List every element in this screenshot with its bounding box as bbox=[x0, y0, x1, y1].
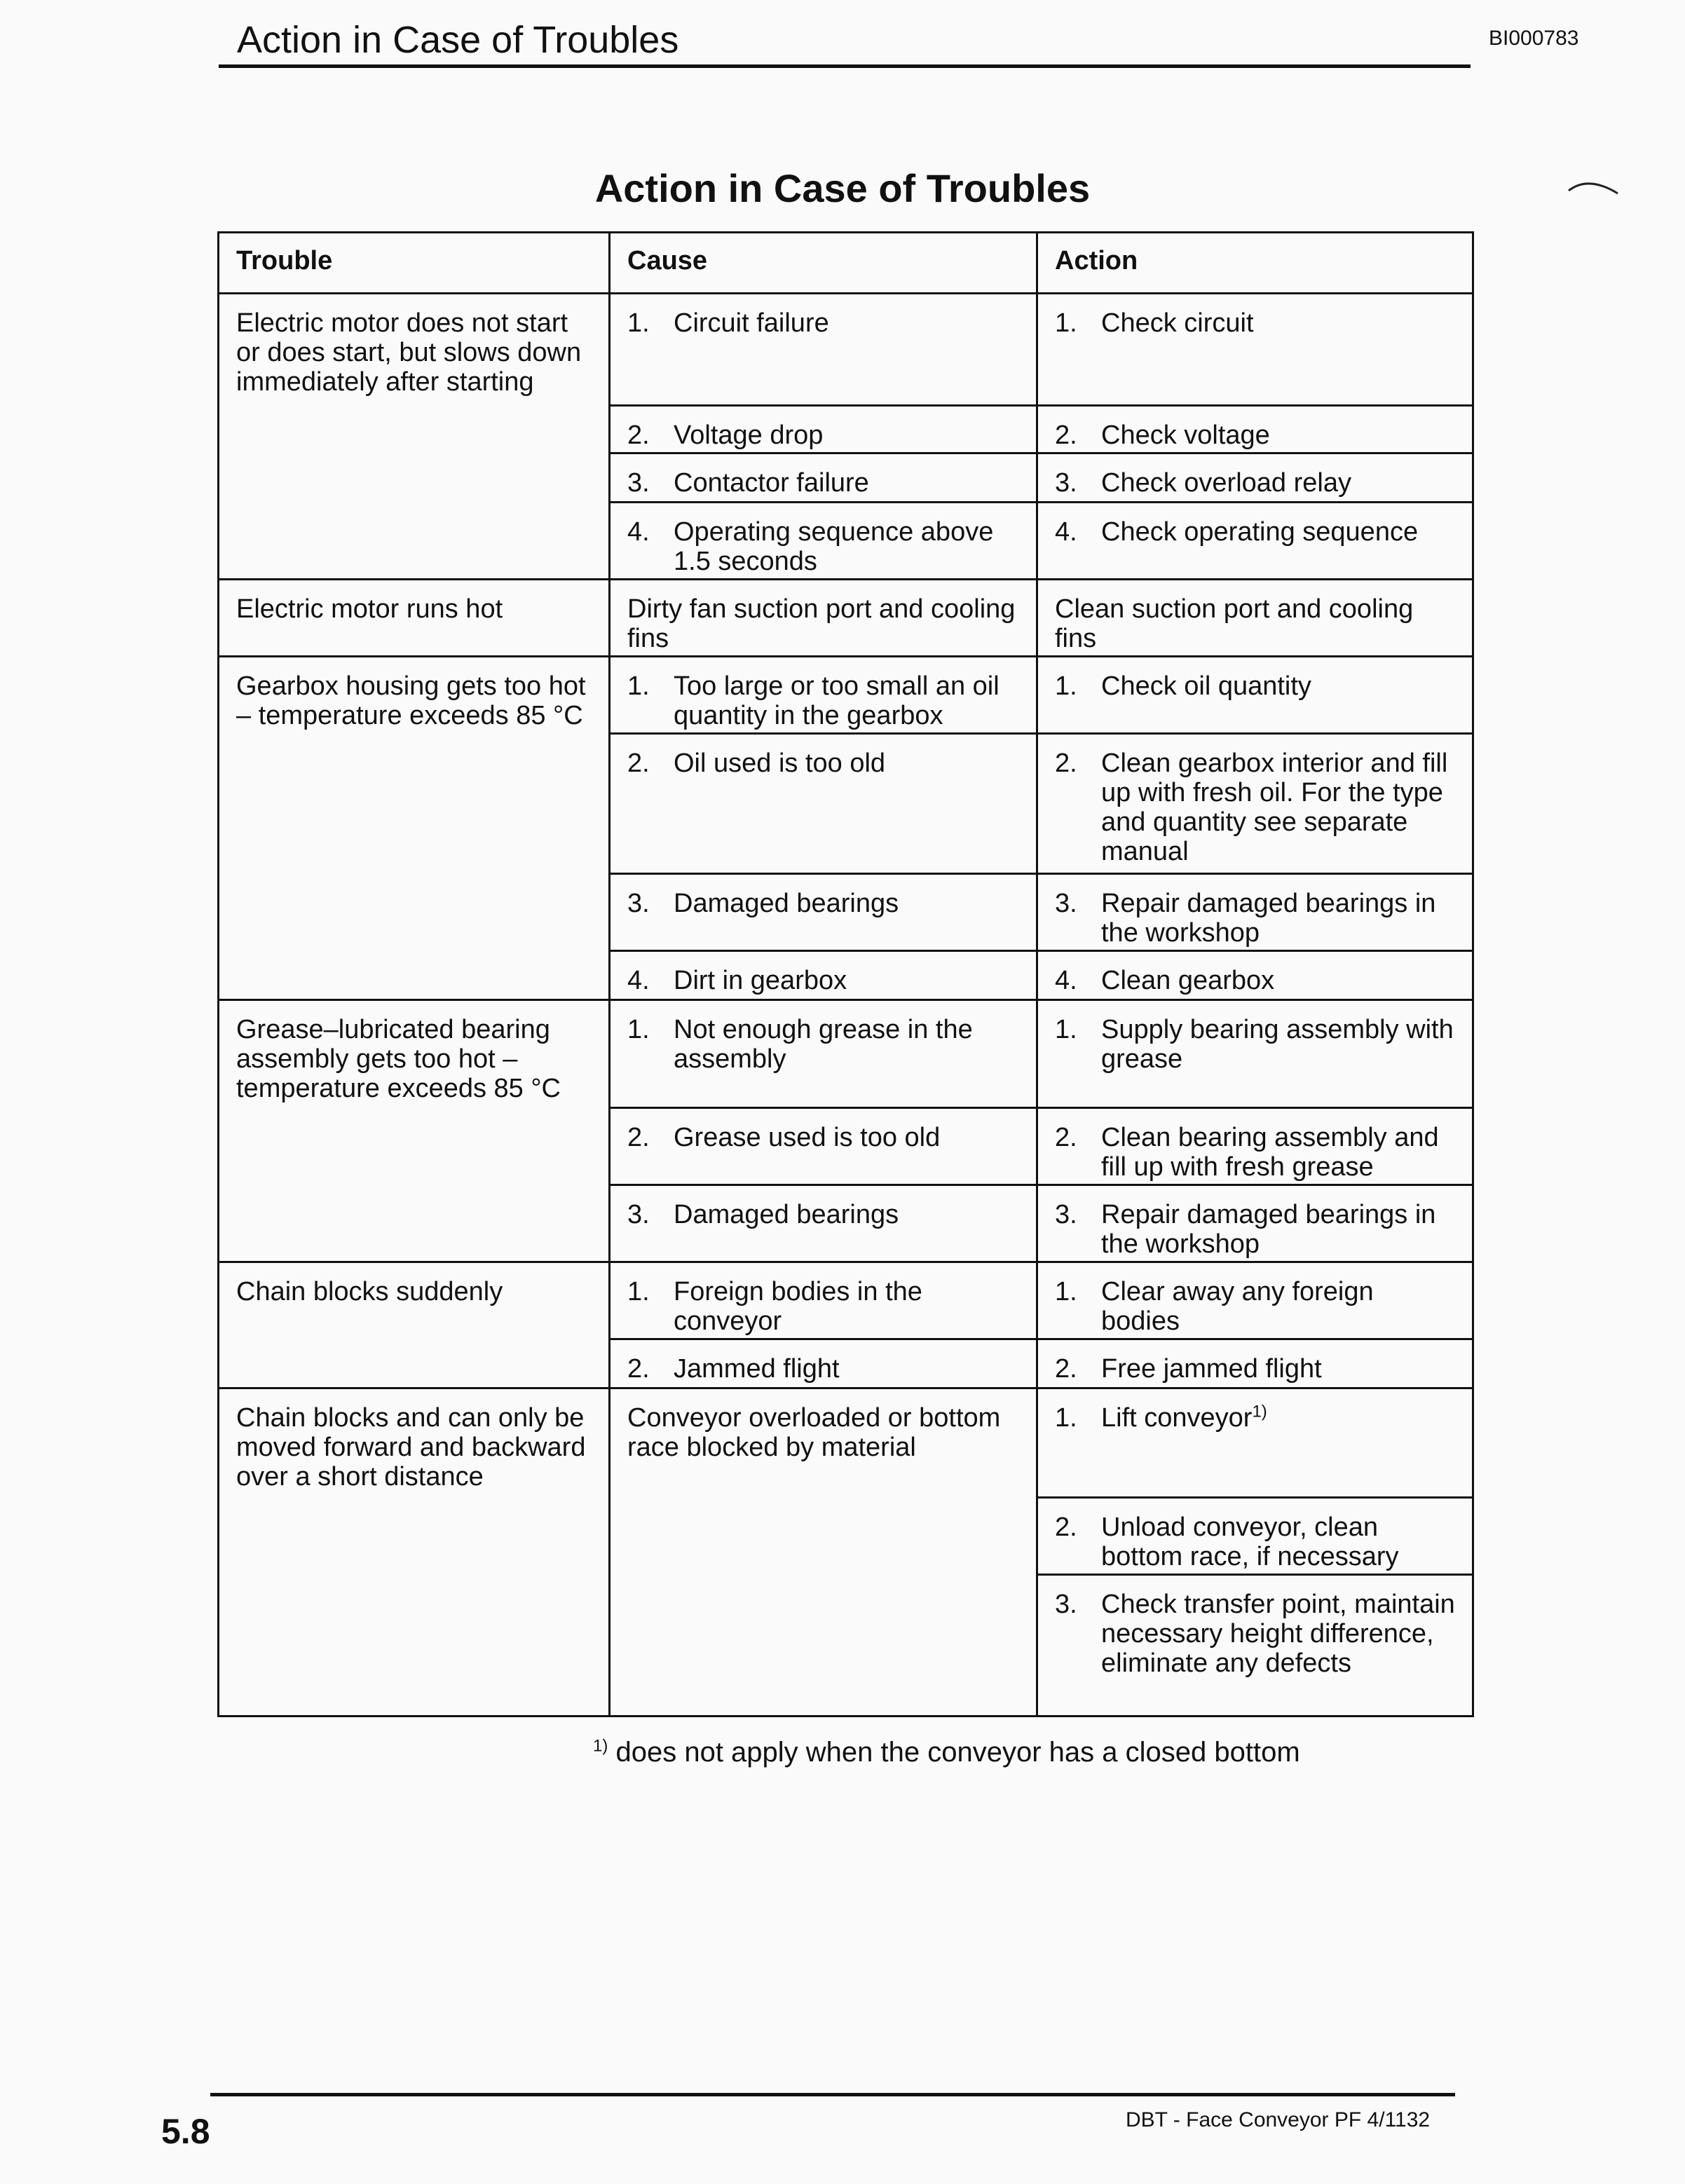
header-title: Action in Case of Troubles bbox=[237, 19, 679, 61]
trouble-cell: Grease–lubricated bearing assembly gets too hot – temperature exceeds 85 °C bbox=[219, 1000, 610, 1262]
action-number: 2. bbox=[1055, 1354, 1077, 1384]
action-cell bbox=[1037, 1185, 1473, 1262]
action-number: 3. bbox=[1055, 889, 1077, 918]
cause-text bbox=[674, 749, 885, 778]
action-cell bbox=[1037, 453, 1473, 503]
action-item bbox=[1055, 1123, 1457, 1182]
footnote bbox=[593, 1737, 1300, 1768]
cause-item bbox=[627, 1354, 1021, 1384]
action-text-content: Unload conveyor, clean bottom race, if necessary bbox=[1101, 1513, 1399, 1571]
scan-artifact-mark bbox=[1567, 172, 1623, 207]
action-text bbox=[1101, 671, 1311, 701]
action-text bbox=[1101, 468, 1351, 498]
action-cell bbox=[1037, 580, 1473, 657]
table-row bbox=[219, 294, 1473, 406]
action-text-content: Check oil quantity bbox=[1101, 671, 1311, 701]
cause-item bbox=[627, 671, 1021, 730]
cause-text bbox=[674, 889, 899, 918]
header-rule bbox=[219, 64, 1471, 68]
cause-cell bbox=[610, 1339, 1037, 1388]
action-text-content: Check overload relay bbox=[1101, 468, 1351, 498]
action-number: 1. bbox=[1055, 671, 1077, 701]
cause-item bbox=[627, 517, 1021, 576]
action-item bbox=[1055, 1200, 1457, 1259]
action-number: 2. bbox=[1055, 1513, 1077, 1542]
cause-cell: Conveyor overloaded or bottom race blocked by material bbox=[610, 1388, 1037, 1717]
document-id: BI000783 bbox=[1489, 27, 1579, 50]
action-number: 4. bbox=[1055, 966, 1077, 995]
cause-text-content: Too large or too small an oil quantity in the gearbox bbox=[674, 671, 1000, 730]
action-text-content: Check transfer point, maintain necessary height difference, eliminate any defects bbox=[1101, 1590, 1455, 1678]
cause-item bbox=[627, 1277, 1021, 1336]
action-item bbox=[1055, 308, 1457, 338]
action-number: 3. bbox=[1055, 1200, 1077, 1229]
action-number: 2. bbox=[1055, 421, 1077, 450]
footer-text: DBT - Face Conveyor PF 4/1132 bbox=[1126, 2108, 1431, 2131]
cause-item bbox=[627, 594, 1021, 653]
action-item bbox=[1055, 421, 1457, 450]
table-row bbox=[219, 1262, 1473, 1339]
action-cell bbox=[1037, 1575, 1473, 1717]
table-header-row bbox=[219, 233, 1473, 294]
action-cell bbox=[1037, 1108, 1473, 1185]
action-number: 3. bbox=[1055, 1590, 1077, 1619]
action-text bbox=[1101, 517, 1418, 547]
cause-text bbox=[674, 517, 1021, 576]
action-item bbox=[1055, 1403, 1457, 1433]
footer-rule bbox=[210, 2093, 1455, 2096]
cause-number: 2. bbox=[627, 421, 650, 450]
action-item bbox=[1055, 749, 1457, 866]
cause-number: 2. bbox=[627, 1354, 650, 1384]
action-number: 2. bbox=[1055, 1123, 1077, 1152]
action-text bbox=[1101, 1123, 1457, 1182]
cause-number: 4. bbox=[627, 517, 650, 547]
action-number: 1. bbox=[1055, 1015, 1077, 1044]
action-text-content: Check operating sequence bbox=[1101, 517, 1419, 547]
trouble-cell: Electric motor runs hot bbox=[219, 580, 610, 657]
cause-item bbox=[627, 468, 1021, 498]
cause-text-content: Dirty fan suction port and cooling fins bbox=[627, 594, 1016, 653]
action-item bbox=[1055, 468, 1457, 498]
action-cell bbox=[1037, 951, 1473, 1000]
action-text bbox=[1101, 1403, 1267, 1433]
action-text bbox=[1101, 1015, 1457, 1074]
action-text bbox=[1101, 749, 1457, 866]
trouble-cell: Chain blocks suddenly bbox=[219, 1262, 610, 1388]
cause-text-content: Damaged bearings bbox=[674, 889, 899, 918]
cause-item bbox=[627, 308, 1021, 338]
table-row bbox=[219, 580, 1473, 657]
action-text bbox=[1101, 1354, 1322, 1384]
action-number: 2. bbox=[1055, 749, 1077, 778]
cause-text bbox=[674, 966, 847, 995]
action-number: 4. bbox=[1055, 517, 1077, 547]
cause-text-content: Dirt in gearbox bbox=[674, 966, 847, 995]
cause-cell bbox=[610, 1000, 1037, 1108]
action-cell bbox=[1037, 657, 1473, 734]
cause-text-content: Oil used is too old bbox=[674, 749, 886, 778]
cause-item bbox=[627, 966, 1021, 995]
cause-item bbox=[627, 1200, 1021, 1229]
action-number: 1. bbox=[1055, 308, 1077, 338]
trouble-cell: Electric motor does not start or does start, but slows down immediately after starting bbox=[219, 294, 610, 580]
action-text-content: Free jammed flight bbox=[1101, 1354, 1322, 1384]
cause-number: 1. bbox=[627, 308, 650, 338]
cause-number: 4. bbox=[627, 966, 650, 995]
action-cell bbox=[1037, 874, 1473, 951]
cause-text bbox=[674, 671, 1021, 730]
cause-text-content: Voltage drop bbox=[674, 421, 824, 450]
cause-text bbox=[674, 1200, 899, 1229]
trouble-cell: Gearbox housing gets too hot – temperature exceeds 85 °C bbox=[219, 657, 610, 1000]
cause-text bbox=[674, 421, 823, 450]
action-cell bbox=[1037, 1388, 1473, 1498]
header-cause: Cause bbox=[610, 233, 1037, 294]
cause-number: 1. bbox=[627, 1015, 650, 1044]
cause-text-content: Not enough grease in the assembly bbox=[674, 1015, 973, 1074]
cause-text bbox=[674, 1123, 940, 1152]
action-text bbox=[1055, 594, 1457, 653]
action-text bbox=[1101, 1277, 1457, 1336]
cause-text bbox=[674, 1354, 840, 1384]
action-text-content: Repair damaged bearings in the workshop bbox=[1101, 889, 1436, 948]
action-text bbox=[1101, 966, 1274, 995]
action-cell bbox=[1037, 1000, 1473, 1108]
cause-cell bbox=[610, 1108, 1037, 1185]
table-row bbox=[219, 1000, 1473, 1108]
cause-cell bbox=[610, 580, 1037, 657]
table-body bbox=[219, 294, 1473, 1717]
page-title: Action in Case of Troubles bbox=[594, 166, 1091, 210]
cause-number: 3. bbox=[627, 1200, 650, 1229]
cause-cell bbox=[610, 453, 1037, 503]
cause-cell bbox=[610, 294, 1037, 406]
action-item bbox=[1055, 1015, 1457, 1074]
action-text-content: Check circuit bbox=[1101, 308, 1254, 338]
cause-text bbox=[674, 308, 829, 338]
cause-text-content: Jammed flight bbox=[674, 1354, 840, 1384]
action-text-content: Repair damaged bearings in the workshop bbox=[1101, 1200, 1436, 1259]
action-text-content: Supply bearing assembly with grease bbox=[1101, 1015, 1454, 1074]
action-text-content: Clean gearbox interior and fill up with fresh oil. For the type and quantity see separate manual bbox=[1101, 749, 1448, 866]
cause-cell bbox=[610, 406, 1037, 453]
action-text bbox=[1101, 1590, 1457, 1678]
footnote-text: does not apply when the conveyor has a closed bottom bbox=[615, 1737, 1300, 1768]
cause-text-content: Circuit failure bbox=[674, 308, 829, 338]
action-item bbox=[1055, 671, 1457, 701]
action-item bbox=[1055, 517, 1457, 547]
action-text bbox=[1101, 889, 1457, 948]
action-number: 1. bbox=[1055, 1277, 1077, 1306]
header-action: Action bbox=[1037, 233, 1473, 294]
cause-text-content: Grease used is too old bbox=[674, 1123, 941, 1152]
cause-item bbox=[627, 749, 1021, 778]
trouble-cell: Chain blocks and can only be moved forward and backward over a short distance bbox=[219, 1388, 610, 1717]
action-text-content: Lift conveyor bbox=[1101, 1403, 1253, 1433]
cause-cell bbox=[610, 1262, 1037, 1339]
cause-text bbox=[674, 1277, 1021, 1336]
cause-item bbox=[627, 889, 1021, 918]
cause-cell bbox=[610, 1185, 1037, 1262]
cause-text-content: Operating sequence above 1.5 seconds bbox=[674, 517, 994, 576]
action-text-content: Check voltage bbox=[1101, 421, 1270, 450]
footnote-mark: 1) bbox=[593, 1736, 608, 1756]
action-cell bbox=[1037, 503, 1473, 580]
action-cell bbox=[1037, 406, 1473, 453]
action-number: 3. bbox=[1055, 468, 1077, 498]
cause-cell bbox=[610, 734, 1037, 874]
action-cell bbox=[1037, 734, 1473, 874]
action-item bbox=[1055, 594, 1457, 653]
table-row bbox=[219, 657, 1473, 734]
cause-text bbox=[674, 468, 869, 498]
action-text-content: Clear away any foreign bodies bbox=[1101, 1277, 1374, 1336]
action-text bbox=[1101, 1200, 1457, 1259]
cause-item bbox=[627, 1015, 1021, 1074]
action-number: 1. bbox=[1055, 1403, 1077, 1433]
cause-number: 2. bbox=[627, 749, 650, 778]
action-item bbox=[1055, 1513, 1457, 1571]
action-cell bbox=[1037, 294, 1473, 406]
action-cell bbox=[1037, 1339, 1473, 1388]
cause-number: 3. bbox=[627, 468, 650, 498]
cause-cell bbox=[610, 874, 1037, 951]
cause-number: 2. bbox=[627, 1123, 650, 1152]
page-number: 5.8 bbox=[161, 2112, 210, 2151]
cause-cell bbox=[610, 951, 1037, 1000]
cause-cell bbox=[610, 657, 1037, 734]
action-text bbox=[1101, 308, 1254, 338]
action-text bbox=[1101, 421, 1270, 450]
cause-text-content: Contactor failure bbox=[674, 468, 869, 498]
trouble-table bbox=[217, 231, 1474, 1717]
cause-item bbox=[627, 421, 1021, 450]
action-footnote-ref: 1) bbox=[1252, 1402, 1267, 1421]
action-text bbox=[1101, 1513, 1457, 1571]
action-cell bbox=[1037, 1498, 1473, 1575]
action-item bbox=[1055, 1590, 1457, 1678]
action-cell bbox=[1037, 1262, 1473, 1339]
cause-number: 3. bbox=[627, 889, 650, 918]
action-text-content: Clean bearing assembly and fill up with fresh grease bbox=[1101, 1123, 1439, 1182]
cause-text bbox=[674, 1015, 1021, 1074]
action-item bbox=[1055, 1354, 1457, 1384]
cause-text bbox=[627, 594, 1021, 653]
action-item bbox=[1055, 1277, 1457, 1336]
action-item bbox=[1055, 966, 1457, 995]
cause-item bbox=[627, 1123, 1021, 1152]
action-item bbox=[1055, 889, 1457, 948]
cause-number: 1. bbox=[627, 1277, 650, 1306]
action-text-content: Clean suction port and cooling fins bbox=[1055, 594, 1414, 653]
table-row bbox=[219, 1388, 1473, 1498]
cause-cell bbox=[610, 503, 1037, 580]
cause-number: 1. bbox=[627, 671, 650, 701]
cause-text-content: Damaged bearings bbox=[674, 1200, 899, 1229]
header-trouble: Trouble bbox=[219, 233, 610, 294]
action-text-content: Clean gearbox bbox=[1101, 966, 1275, 995]
cause-text-content: Foreign bodies in the conveyor bbox=[674, 1277, 922, 1336]
